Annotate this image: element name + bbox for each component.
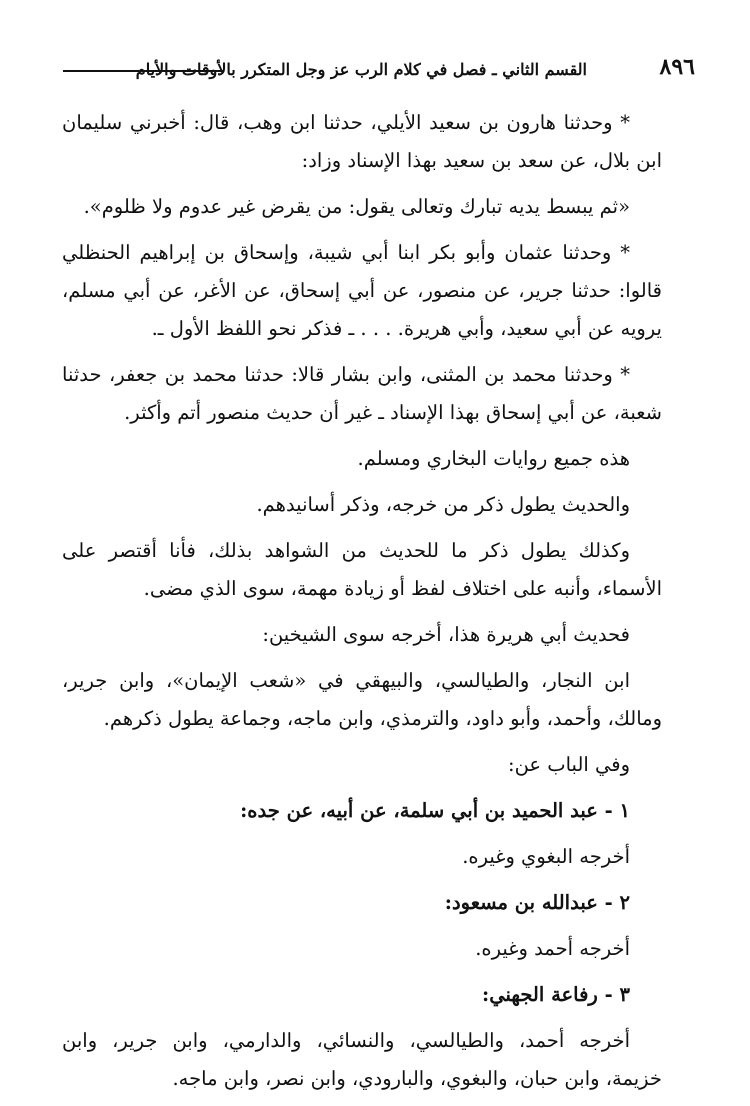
running-title: القسم الثاني ـ فصل في كلام الرب عز وجل المتكرر بالأوقات والأيام bbox=[135, 60, 587, 79]
item-1-text: أخرجه البغوي وغيره. bbox=[462, 845, 630, 868]
item-2-heading: ٢ - عبدالله بن مسعود: bbox=[444, 891, 630, 914]
paragraph-hadith-harun: * وحدثنا هارون بن سعيد الأيلي، حدثنا ابن وهب، قال: أخبرني سليمان ابن بلال، عن سعد بن سعيد بهذا الإسناد وزاد: bbox=[62, 111, 662, 172]
page-header bbox=[55, 52, 695, 92]
paragraph-witnesses: وكذلك يطول ذكر ما للحديث من الشواهد بذلك، فأنا أقتصر على الأسماء، وأنبه على اختلاف لفظ أو زيادة مهمة، سوى الذي مضى. bbox=[62, 539, 662, 600]
header-rule bbox=[63, 70, 223, 72]
paragraph-summary: هذه جميع روايات البخاري ومسلم. bbox=[357, 447, 630, 470]
paragraph-sources: ابن النجار، والطيالسي، والبيهقي في «شعب الإيمان»، وابن جرير، ومالك، وأحمد، وأبو داود، والترمذي، وابن ماجه، وجماعة يطول ذكرهم. bbox=[62, 669, 662, 730]
paragraph-hadith-uthman: * وحدثنا عثمان وأبو بكر ابنا أبي شيبة، وإسحاق بن إبراهيم الحنظلي قالوا: حدثنا جرير، عن منصور، عن أبي إسحاق، عن الأغر، عن أبي مسلم، يرويه عن أبي سعيد، وأبي هريرة. . . . ـ فذكر نحو اللفظ الأول ـ. bbox=[62, 241, 662, 340]
paragraph-quote: «ثم يبسط يديه تبارك وتعالى يقول: من يقرض غير عدوم ولا ظلوم». bbox=[83, 195, 630, 218]
page-body bbox=[62, 104, 662, 1106]
item-2-text: أخرجه أحمد وغيره. bbox=[475, 937, 630, 960]
item-3-text: أخرجه أحمد، والطيالسي، والنسائي، والدارمي، وابن جرير، وابن خزيمة، وابن حبان، والبغوي، والبارودي، وابن نصر، وابن ماجه. bbox=[62, 1029, 662, 1090]
item-1-heading: ١ - عبد الحميد بن أبي سلمة، عن أبيه، عن جده: bbox=[240, 799, 630, 822]
item-3-heading: ٣ - رفاعة الجهني: bbox=[482, 983, 630, 1006]
paragraph-abu-hurayra: فحديث أبي هريرة هذا، أخرجه سوى الشيخين: bbox=[262, 623, 630, 646]
paragraph-narrators: والحديث يطول ذكر من خرجه، وذكر أسانيدهم. bbox=[256, 493, 630, 516]
page-number: ٨٩٦ bbox=[659, 54, 695, 80]
paragraph-chapter-intro: وفي الباب عن: bbox=[508, 753, 630, 776]
paragraph-hadith-muthanna: * وحدثنا محمد بن المثنى، وابن بشار قالا: حدثنا محمد بن جعفر، حدثنا شعبة، عن أبي إسحاق بهذا الإسناد ـ غير أن حديث منصور أتم وأكثر. bbox=[62, 363, 662, 424]
